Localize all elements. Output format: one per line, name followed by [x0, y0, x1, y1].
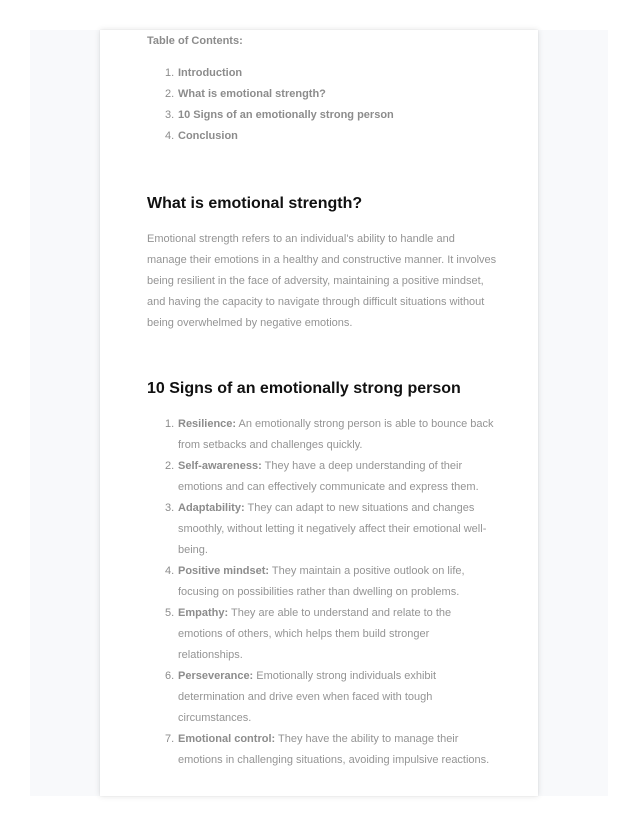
- sign-item-number: 7.: [165, 733, 175, 745]
- section-heading-10-signs: 10 Signs of an emotionally strong person: [147, 380, 461, 397]
- toc-item-conclusion[interactable]: [147, 126, 497, 147]
- document-content: [147, 34, 497, 771]
- sign-item-adaptability: [147, 498, 497, 561]
- toc-item-what-is-emotional-strength[interactable]: [147, 84, 497, 105]
- toc-item-10-signs[interactable]: [147, 105, 497, 126]
- sign-item-term: Resilience:: [178, 418, 237, 430]
- sign-item-number: 4.: [165, 565, 175, 577]
- sign-item-term: Emotional control:: [178, 733, 276, 745]
- section-paragraph: Emotional strength refers to an individual's ability to handle and manage their emotions in a healthy and constructive manner. It involves being resilient in the face of adversity, maintaining a positive mindset, and having the capacity to navigate through difficult situations without being overwhelmed by negative emotions.: [147, 233, 497, 329]
- sign-item-term: Self-awareness:: [178, 460, 262, 472]
- sign-item-emotional-control: [147, 729, 497, 771]
- toc-item-label: 10 Signs of an emotionally strong person: [178, 109, 394, 121]
- section-heading-what-is-emotional-strength: What is emotional strength?: [147, 195, 363, 212]
- toc-item-introduction[interactable]: [147, 63, 497, 84]
- sign-item-number: 6.: [165, 670, 175, 682]
- sign-item-number: 1.: [165, 418, 175, 430]
- sign-item-resilience: [147, 414, 497, 456]
- sign-item-term: Perseverance:: [178, 670, 254, 682]
- sign-item-term: Empathy:: [178, 607, 229, 619]
- sign-item-text: Emotionally strong individuals exhibit determination and drive even when faced with tough circumstances.: [178, 670, 437, 724]
- sign-item-self-awareness: [147, 456, 497, 498]
- sign-item-empathy: [147, 603, 497, 666]
- sign-item-text: They can adapt to new situations and changes smoothly, without letting it negatively affect their emotional well-being.: [178, 502, 487, 556]
- sign-item-text: They are able to understand and relate to the emotions of others, which helps them build stronger relationships.: [178, 607, 452, 661]
- sign-item-number: 2.: [165, 460, 175, 472]
- toc-item-number: 3.: [165, 109, 175, 121]
- document-page: [100, 30, 538, 796]
- sign-item-text: They have a deep understanding of their emotions and can effectively communicate and express them.: [178, 460, 479, 493]
- toc-item-label: Conclusion: [178, 130, 238, 142]
- signs-list: [147, 414, 497, 771]
- sign-item-term: Positive mindset:: [178, 565, 270, 577]
- toc-item-number: 1.: [165, 67, 175, 79]
- sign-item-text: They maintain a positive outlook on life, focusing on possibilities rather than dwelling on problems.: [178, 565, 465, 598]
- toc-title: Table of Contents:: [147, 35, 243, 47]
- sign-item-positive-mindset: [147, 561, 497, 603]
- sign-item-number: 5.: [165, 607, 175, 619]
- toc-list: [147, 63, 497, 147]
- sign-item-perseverance: [147, 666, 497, 729]
- toc-item-number: 4.: [165, 130, 175, 142]
- sign-item-text: An emotionally strong person is able to bounce back from setbacks and challenges quickly.: [178, 418, 494, 451]
- sign-item-term: Adaptability:: [178, 502, 245, 514]
- toc-item-label: Introduction: [178, 67, 243, 79]
- sign-item-text: They have the ability to manage their emotions in challenging situations, avoiding impulsive reactions.: [178, 733, 490, 766]
- toc-item-label: What is emotional strength?: [178, 88, 326, 100]
- toc-item-number: 2.: [165, 88, 175, 100]
- sign-item-number: 3.: [165, 502, 175, 514]
